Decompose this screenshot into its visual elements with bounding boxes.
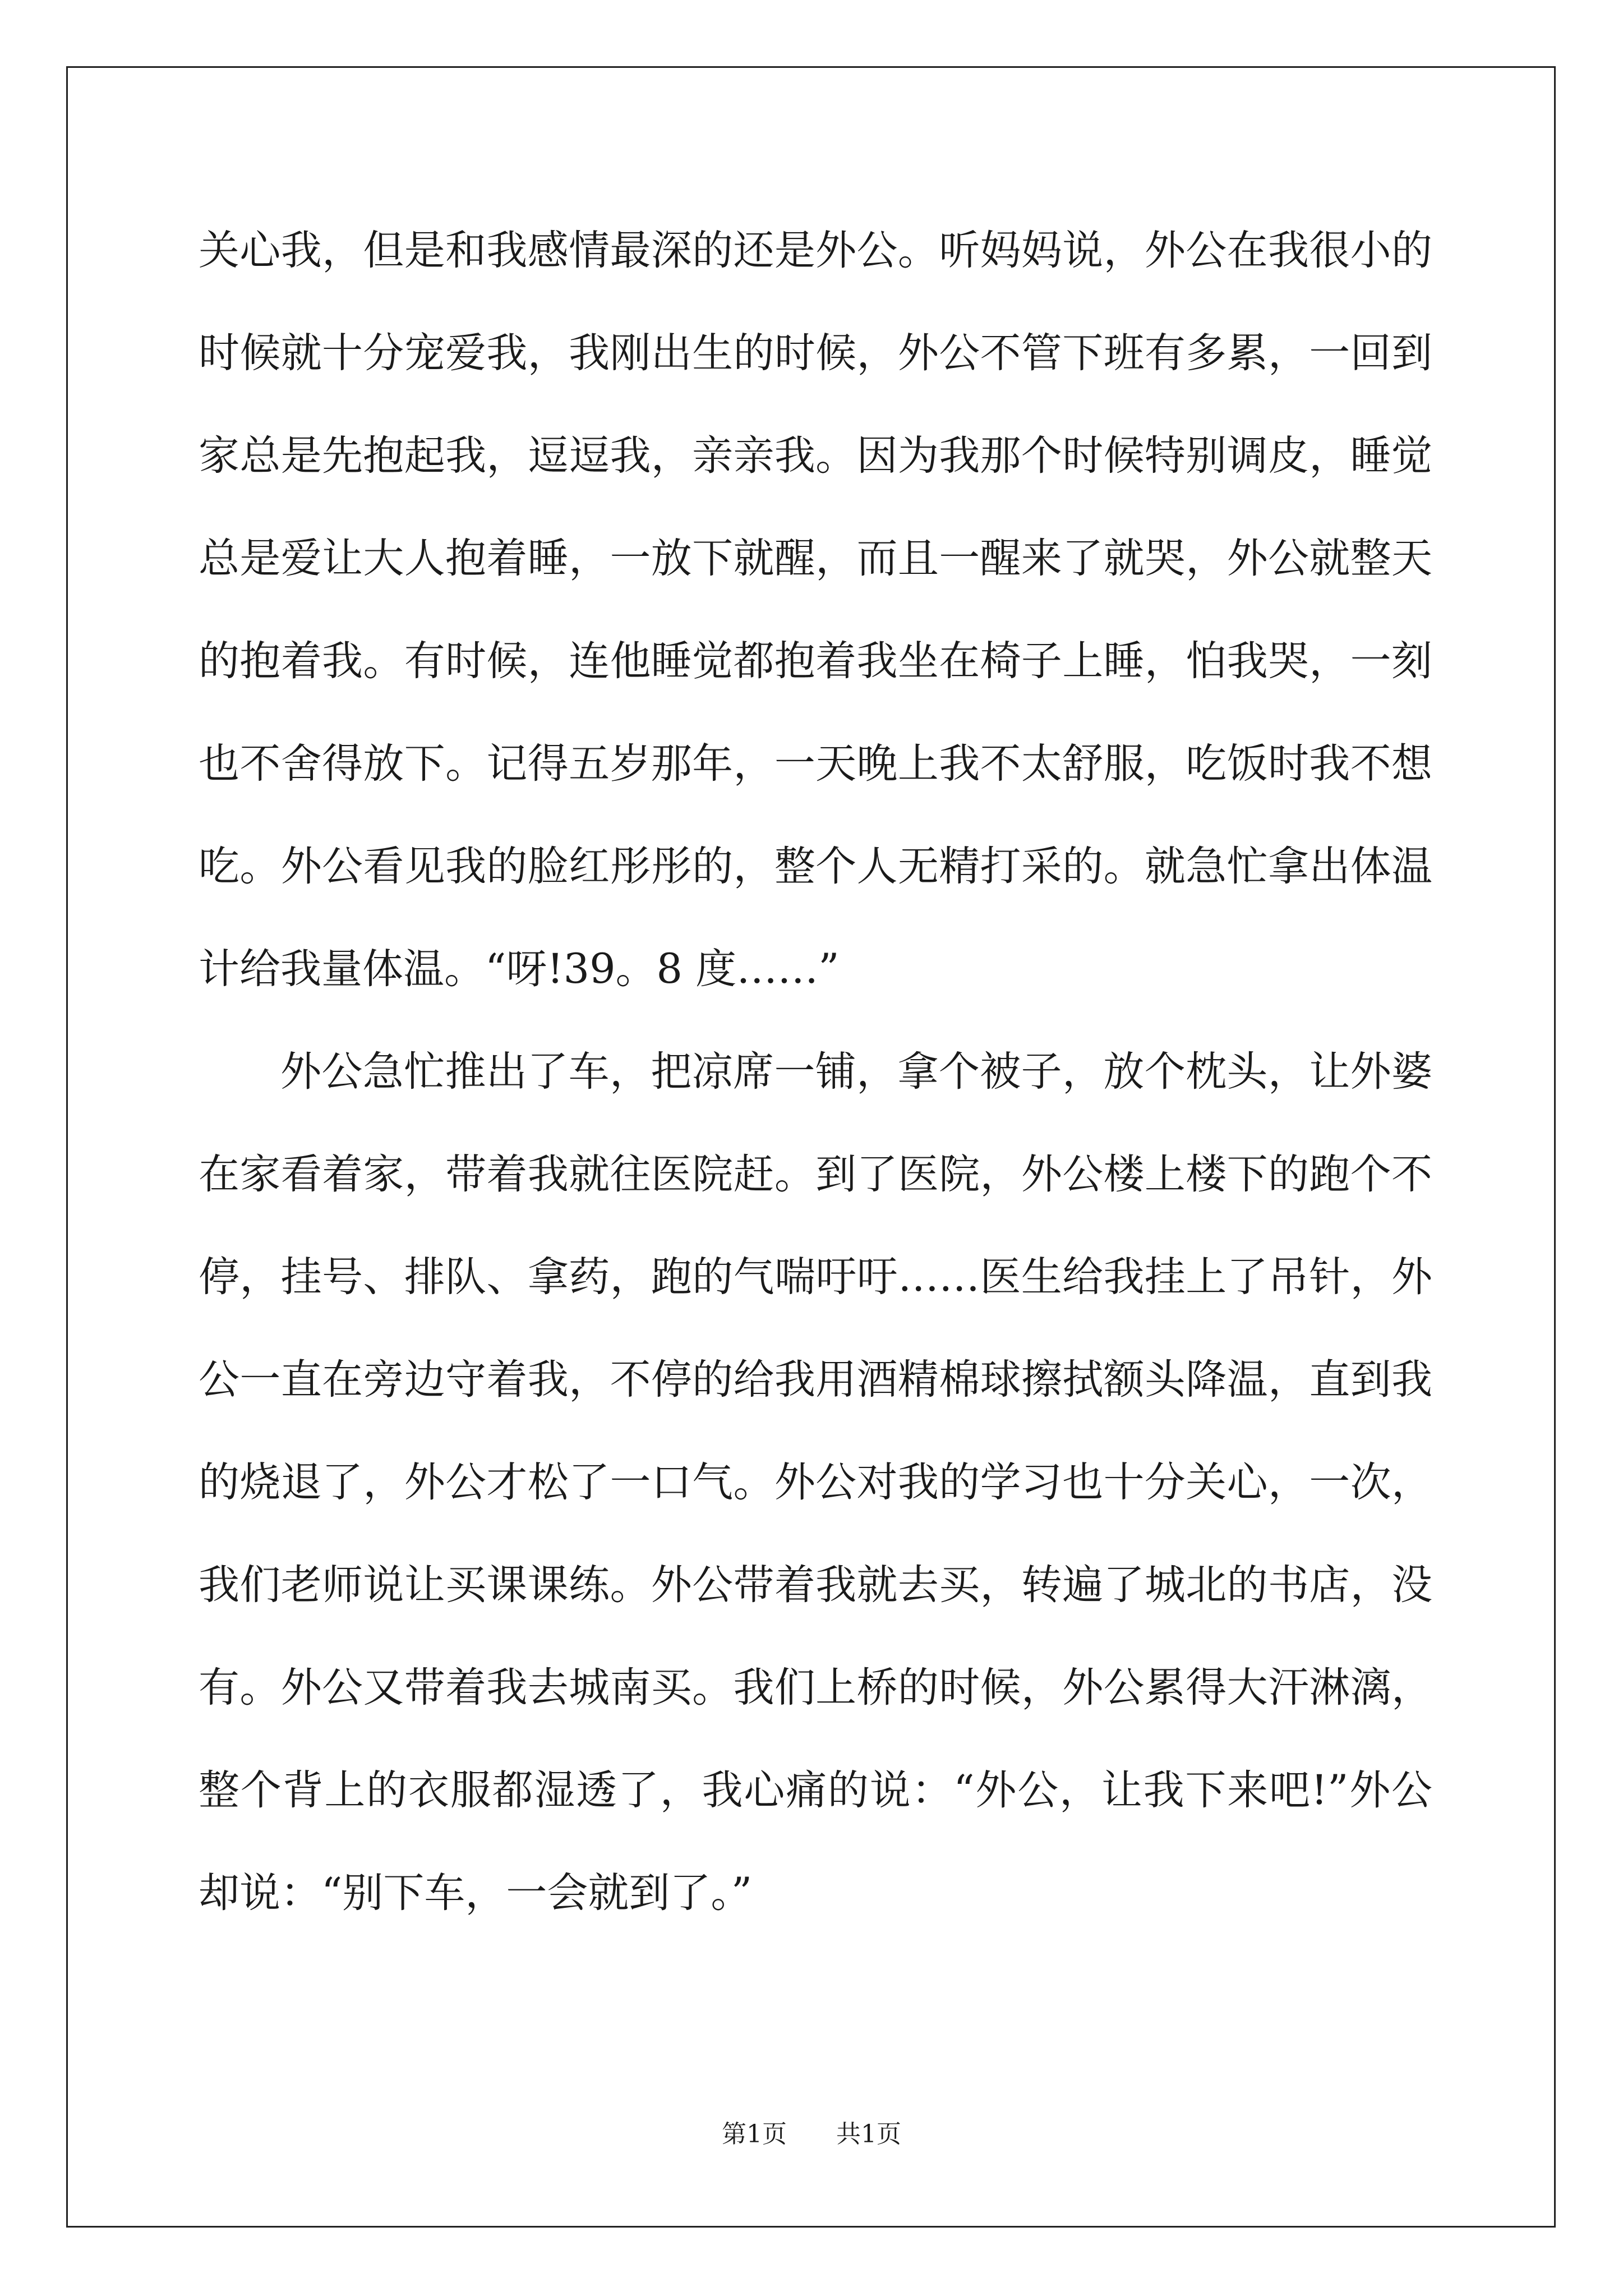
document-body — [199, 199, 1432, 1944]
paragraph-2-line-6: 我们老师说让买课课练。外公带着我就去买，转遍了城北的书店，没 — [199, 1561, 1432, 1609]
paragraph-2-line-1: 外公急忙推出了车，把凉席一铺，拿个被子，放个枕头，让外婆 — [280, 1048, 1432, 1096]
page-total: 共1页 — [836, 2120, 901, 2148]
page-number: 第1页 — [722, 2120, 787, 2148]
paragraph-2-line-3: 停，挂号、排队、拿药，跑的气喘吁吁……医生给我挂上了吊针，外 — [199, 1253, 1432, 1301]
paragraph-2-line-8: 整个背上的衣服都湿透了，我心痛的说：“外公，让我下来吧!”外公 — [199, 1766, 1432, 1814]
paragraph-2-line-9: 却说：“别下车，一会就到了。” — [199, 1869, 753, 1917]
paragraph-2-line-5: 的烧退了，外公才松了一口气。外公对我的学习也十分关心，一次， — [199, 1458, 1432, 1506]
paragraph-1-line-6: 也不舍得放下。记得五岁那年，一天晚上我不太舒服，吃饭时我不想 — [199, 740, 1432, 788]
paragraph-2-line-4: 公一直在旁边守着我，不停的给我用酒精棉球擦拭额头降温，直到我 — [199, 1356, 1432, 1404]
paragraph-1-line-7: 吃。外公看见我的脸红彤彤的，整个人无精打采的。就急忙拿出体温 — [199, 843, 1432, 890]
paragraph-1-line-8: 计给我量体温。“呀!39。8 度……” — [199, 945, 840, 993]
paragraph-2-line-7: 有。外公又带着我去城南买。我们上桥的时候，外公累得大汗淋漓， — [199, 1664, 1432, 1711]
paragraph-2-line-2: 在家看着家，带着我就往医院赶。到了医院，外公楼上楼下的跑个不 — [199, 1151, 1432, 1198]
page-footer — [0, 2118, 1623, 2151]
paragraph-1-line-5: 的抱着我。有时候，连他睡觉都抱着我坐在椅子上睡，怕我哭，一刻 — [199, 637, 1432, 685]
paragraph-1-line-4: 总是爱让大人抱着睡，一放下就醒，而且一醒来了就哭，外公就整天 — [199, 535, 1432, 582]
paragraph-1-line-1: 关心我，但是和我感情最深的还是外公。听妈妈说，外公在我很小的 — [199, 227, 1432, 274]
paragraph-1-line-2: 时候就十分宠爱我，我刚出生的时候，外公不管下班有多累，一回到 — [199, 329, 1432, 377]
paragraph-1-line-3: 家总是先抱起我，逗逗我，亲亲我。因为我那个时候特别调皮，睡觉 — [199, 432, 1432, 480]
